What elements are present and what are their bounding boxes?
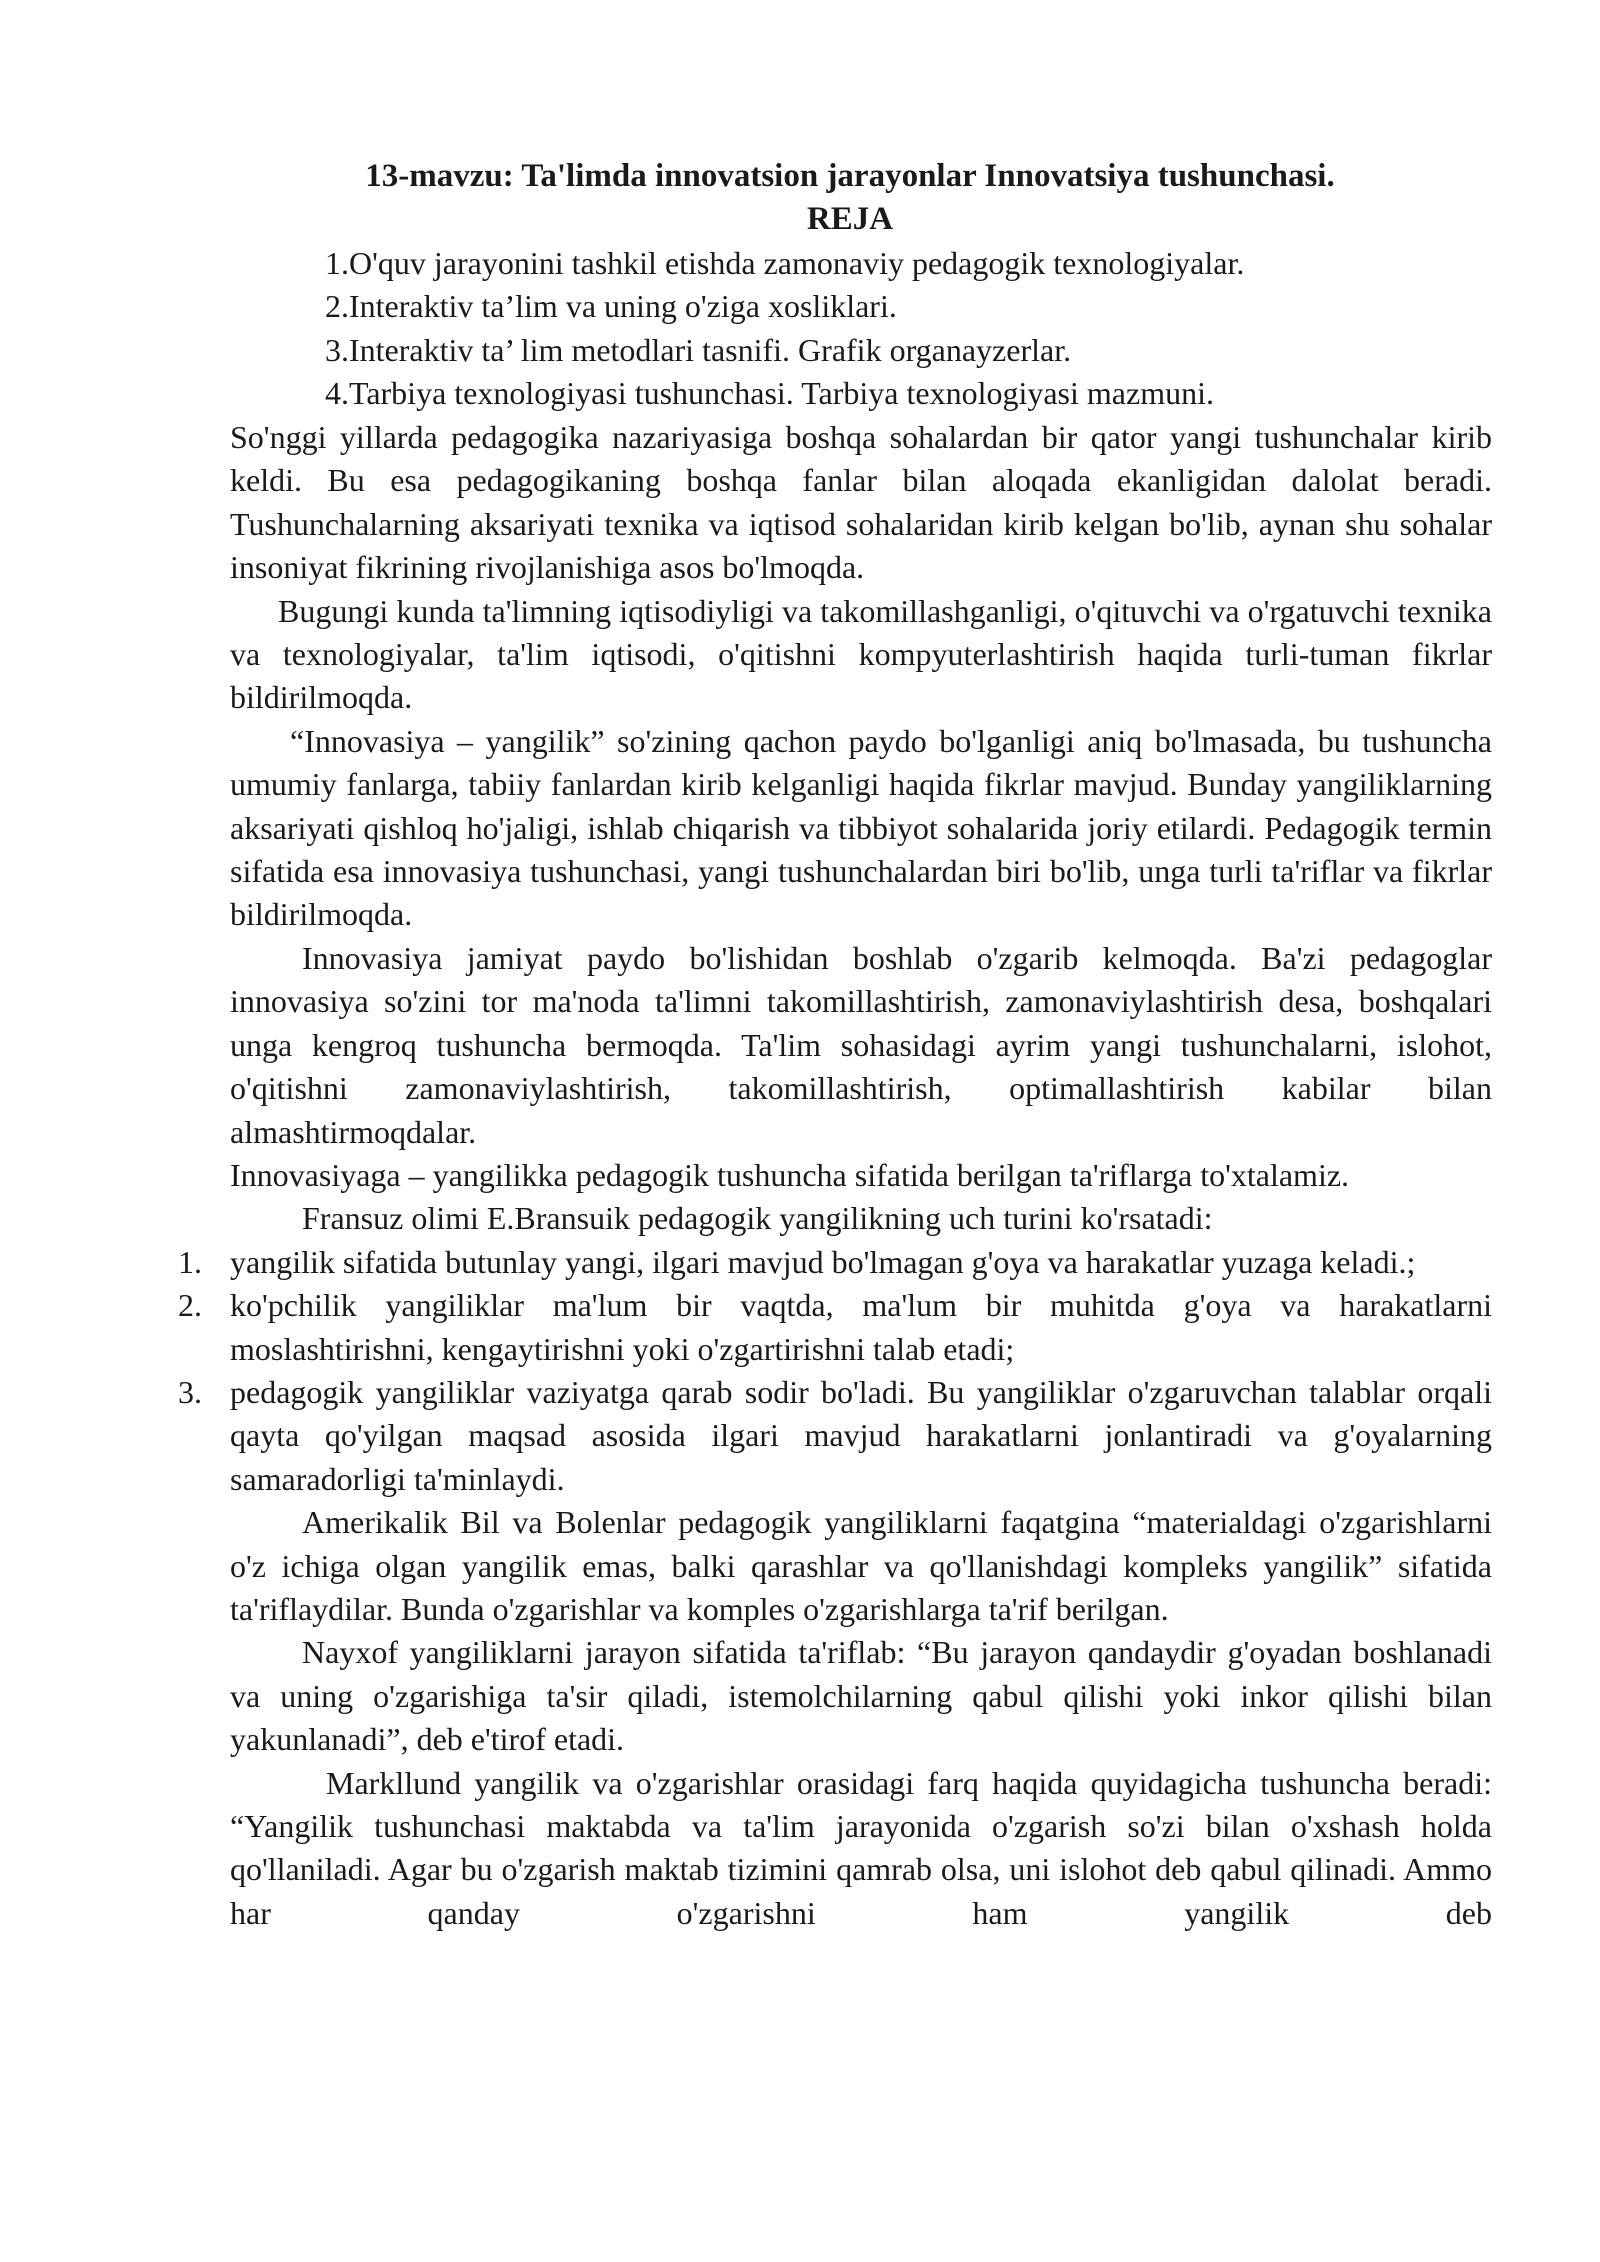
paragraph: Markllund yangilik va o'zgarishlar orasidagi farq haqida quyidagicha tushuncha beradi: “Yangilik tushunchasi maktabda va ta'lim jarayonida o'zgarish so'zi bilan o'xshash holda qo'llaniladi. Agar bu o'zgarish maktab tizimini qamrab olsa, uni islohot deb qabul qilinadi. Ammo har qanday o'zgarishni ham yangilik deb <box>230 1764 1492 1931</box>
plan-item: 4.Tarbiya texnologiyasi tushunchasi. Tarbiya texnologiyasi mazmuni. <box>325 375 1214 412</box>
plan-item: 2.Interaktiv ta’lim va uning o'ziga xosliklari. <box>325 288 897 325</box>
paragraph: Nayxof yangiliklarni jarayon sifatida ta'riflab: “Bu jarayon qandaydir g'oyadan boshlanadi va uning o'zgarishiga ta'sir qiladi, istemolchilarning qabul qilishi yoki inkor qilishi bilan yakunlanadi”, deb e'tirof etadi. <box>230 1634 1492 1758</box>
list-item-text: ko'pchilik yangiliklar ma'lum bir vaqtda, ma'lum bir muhitda g'oya va harakatlarni moslashtirishni, kengaytirishni yoki o'zgartirishni talab etadi; <box>230 1287 1492 1367</box>
paragraph: Amerikalik Bil va Bolenlar pedagogik yangiliklarni faqatgina “materialdagi o'zgarishlarni o'z ichiga olgan yangilik emas, balki qarashlar va qo'llanishdagi kompleks yangilik” sifatida ta'riflaydilar. Bunda o'zgarishlar va komples o'zgarishlarga ta'rif berilgan. <box>230 1504 1492 1627</box>
list-item <box>178 1284 1492 1371</box>
paragraph: Innovasiyaga – yangilikka pedagogik tushuncha sifatida berilgan ta'riflarga to'xtalamiz. <box>230 1156 1350 1193</box>
paragraph: Fransuz olimi E.Bransuik pedagogik yangilikning uch turini ko'rsatadi: <box>302 1200 1213 1237</box>
list-item <box>178 1241 1492 1284</box>
plan-list <box>325 242 1505 416</box>
list-item-text: pedagogik yangiliklar vaziyatga qarab sodir bo'ladi. Bu yangiliklar o'zgaruvchan talablar orqali qayta qo'yilgan maqsad asosida ilgari mavjud harakatlarni jonlantiradi va g'oyalarning samaradorligi ta'minlaydi. <box>230 1373 1492 1497</box>
page-title: 13-mavzu: Ta'limda innovatsion jarayonlar Innovatsiya tushunchasi. <box>365 158 1335 194</box>
paragraph: So'nggi yillarda pedagogika nazariyasiga boshqa sohalardan bir qator yangi tushunchalar kirib keldi. Bu esa pedagogikaning boshqa fanlar bilan aloqada ekanligidan dalolat beradi. Tushunchalarning aksariyati texnika va iqtisod sohalaridan kirib kelgan bo'lib, aynan shu sohalar insoniyat fikrining rivojlanishiga asos bo'lmoqda. <box>230 419 1492 586</box>
paragraph: “Innovasiya – yangilik” so'zining qachon paydo bo'lganligi aniq bo'lmasada, bu tushuncha umumiy fanlarga, tabiiy fanlardan kirib kelganligi haqida fikrlar mavjud. Bunday yangiliklarning aksariyati qishloq ho'jaligi, ishlab chiqarish va tibbiyot sohalarida joriy etilardi. Pedagogik termin sifatida esa innovasiya tushunchasi, yangi tushunchalardan biri bo'lib, unga turli ta'riflar va fikrlar bildirilmoqda. <box>230 722 1492 933</box>
plan-item: 3.Interaktiv ta’ lim metodlari tasnifi. Grafik organayzerlar. <box>325 331 1072 368</box>
paragraph: Innovasiya jamiyat paydo bo'lishidan boshlab o'zgarib kelmoqda. Ba'zi pedagoglar innovasiya so'zini tor ma'noda ta'limni takomillashtirish, zamonaviylashtirish desa, boshqalari unga kengroq tushuncha bermoqda. Ta'lim sohasidagi ayrim yangi tushunchalarni, islohot, o'qitishni zamonaviylashtirish, takomillashtirish, optimallashtirish kabilar bilan almashtirmoqdalar. <box>230 939 1492 1150</box>
numbered-list <box>178 1241 1492 1501</box>
list-number: 2. <box>178 1287 202 1324</box>
list-number: 3. <box>178 1373 202 1410</box>
plan-item: 1.O'quv jarayonini tashkil etishda zamonaviy pedagogik texnologiyalar. <box>325 245 1245 281</box>
list-number: 1. <box>178 1243 202 1280</box>
paragraph: Bugungi kunda ta'limning iqtisodiyligi va takomillashganligi, o'qituvchi va o'rgatuvchi texnika va texnologiyalar, ta'lim iqtisodi, o'qitishni kompyuterlashtirish haqida turli-tuman fikrlar bildirilmoqda. <box>230 592 1492 716</box>
list-item-text: yangilik sifatida butunlay yangi, ilgari mavjud bo'lmagan g'oya va harakatlar yuzaga keladi.; <box>230 1243 1416 1280</box>
list-item <box>178 1371 1492 1501</box>
plan-heading: REJA <box>806 201 894 237</box>
document-body <box>178 416 1492 1935</box>
